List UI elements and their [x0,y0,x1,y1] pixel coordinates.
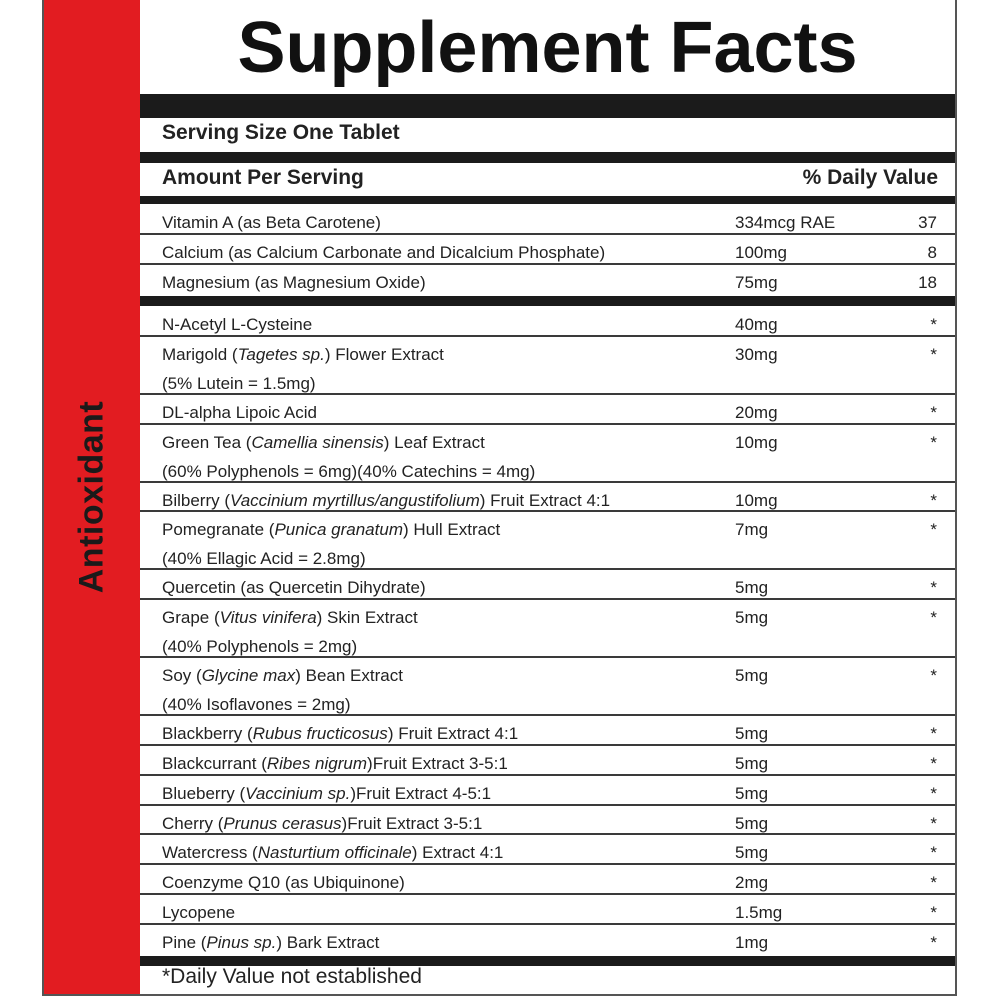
ingredient-daily-value: * [930,578,937,598]
latin-name: Prunus cerasus [223,813,342,833]
ingredient-amount: 10mg [735,432,778,452]
ingredient-amount: 1.5mg [735,903,783,922]
ingredient-amount: 10mg [735,490,778,510]
ingredient-name: Cherry (Prunus cerasus)Fruit Extract 3-5:1 [162,813,483,833]
table-row [140,805,955,835]
ingredient-name: Quercetin (as Quercetin Dihydrate) [162,578,426,598]
ingredient-name: Green Tea (Camellia sinensis) Leaf Extract (60% Polyphenols = 6mg)(40% Catechins = 4mg) [162,428,722,486]
latin-name: Ribes nigrum [266,754,368,773]
ingredient-daily-value: * [930,783,937,803]
ingredient-daily-value: * [930,666,937,686]
ingredient-name: Pine (Pinus sp.) Bark Extract [162,932,380,952]
ingredient-detail: (40% Isoflavones = 2mg) [162,695,351,715]
ingredient-detail: (40% Ellagic Acid = 2.8mg) [162,549,366,569]
ingredient-amount: 5mg [735,578,769,598]
ingredient-name: Coenzyme Q10 (as Ubiquinone) [162,873,405,893]
ingredient-amount: 5mg [735,724,769,744]
table-row [140,306,955,336]
table-row [140,599,955,657]
panel-title: Supplement Facts [237,8,858,88]
ingredient-daily-value: * [930,344,937,364]
table-row [140,864,955,894]
divider-bar [140,152,955,163]
ingredient-amount: 5mg [735,754,769,773]
table-row [140,394,955,424]
amount-header: Amount Per Serving [162,166,364,189]
ingredient-name: Blueberry (Vaccinium sp.)Fruit Extract 4-5:1 [162,783,492,803]
ingredient-daily-value: * [930,402,937,422]
latin-name: Vaccinium myrtillus/angustifolium [230,490,480,510]
ingredient-amount: 30mg [735,344,778,364]
ingredient-daily-value: * [930,432,937,452]
ingredient-daily-value: * [930,843,937,863]
table-row [140,775,955,805]
ingredient-name: Calcium (as Calcium Carbonate and Dicalcium Phosphate) [162,243,606,262]
ingredient-daily-value: * [930,315,937,334]
ingredient-name: Magnesium (as Magnesium Oxide) [162,273,426,292]
footnote: *Daily Value not established [162,965,422,988]
ingredient-name: Bilberry (Vaccinium myrtillus/angustifolium) Fruit Extract 4:1 [162,490,611,510]
ingredient-amount: 2mg [735,873,769,893]
ingredient-daily-value: 18 [918,273,937,292]
ingredient-daily-value: * [930,724,937,744]
ingredient-name: Pomegranate (Punica granatum) Hull Extract (40% Ellagic Acid = 2.8mg) [162,515,722,573]
ingredient-name: Marigold (Tagetes sp.) Flower Extract (5% Lutein = 1.5mg) [162,340,722,398]
table-row [140,204,955,234]
table-row [140,745,955,775]
ingredient-detail: (5% Lutein = 1.5mg) [162,373,316,393]
ingredient-daily-value: * [930,873,937,893]
latin-name: Glycine max [201,666,296,686]
ingredient-amount: 5mg [735,843,769,863]
ingredient-amount: 5mg [735,783,769,803]
divider-bar [140,94,955,118]
ingredient-amount: 20mg [735,402,778,422]
latin-name: Punica granatum [274,520,403,540]
latin-name: Nasturtium officinale [257,843,412,863]
table-row [140,834,955,864]
table-row [140,336,955,394]
ingredient-daily-value: * [930,813,937,833]
ingredient-name: Vitamin A (as Beta Carotene) [162,213,381,232]
ingredient-name: Blackcurrant (Ribes nigrum)Fruit Extract 3-5:1 [162,754,508,773]
table-row [140,264,955,294]
ingredient-daily-value: * [930,903,937,922]
latin-name: Rubus fructicosus [252,724,388,744]
divider-bar [140,196,955,204]
ingredient-name: Soy (Glycine max) Bean Extract (40% Isoflavones = 2mg) [162,661,722,719]
ingredient-amount: 100mg [735,243,787,262]
ingredient-amount: 1mg [735,932,769,952]
table-row [140,482,955,512]
ingredient-detail: (40% Polyphenols = 2mg) [162,637,358,657]
table-row [140,924,955,954]
table-row [140,234,955,264]
ingredient-daily-value: * [930,520,937,540]
ingredient-daily-value: * [930,754,937,773]
latin-name: Vitus vinifera [219,608,317,628]
ingredient-daily-value: * [930,932,937,952]
ingredient-amount: 40mg [735,315,778,334]
table-row [140,424,955,482]
ingredient-name: Lycopene [162,903,236,922]
ingredient-daily-value: * [930,608,937,628]
ingredient-amount: 75mg [735,273,778,292]
ingredient-amount: 5mg [735,813,769,833]
latin-name: Tagetes sp. [237,344,325,364]
ingredient-daily-value: 8 [927,243,937,262]
ingredient-amount: 5mg [735,666,769,686]
side-label: Antioxidant [72,400,111,594]
ingredient-amount: 334mcg RAE [735,213,836,232]
ingredient-name: N-Acetyl L-Cysteine [162,315,313,334]
ingredient-name: DL-alpha Lipoic Acid [162,402,317,422]
ingredient-detail: (60% Polyphenols = 6mg)(40% Catechins = 4mg) [162,461,536,481]
divider-bar [140,296,955,306]
ingredient-name: Watercress (Nasturtium officinale) Extract 4:1 [162,843,504,863]
ingredient-daily-value: 37 [918,213,937,232]
table-row [140,657,955,715]
ingredient-amount: 5mg [735,608,769,628]
table-row [140,715,955,745]
latin-name: Camellia sinensis [251,432,384,452]
serving-size: Serving Size One Tablet [162,121,400,144]
latin-name: Pinus sp. [206,932,277,952]
latin-name: Vaccinium sp. [245,783,351,803]
table-row [140,511,955,569]
table-row [140,569,955,599]
daily-value-header: % Daily Value [802,166,938,189]
ingredient-name: Blackberry (Rubus fructicosus) Fruit Extract 4:1 [162,724,519,744]
ingredient-amount: 7mg [735,520,769,540]
ingredient-name: Grape (Vitus vinifera) Skin Extract (40% Polyphenols = 2mg) [162,603,722,661]
ingredient-daily-value: * [930,490,937,510]
table-row [140,894,955,924]
